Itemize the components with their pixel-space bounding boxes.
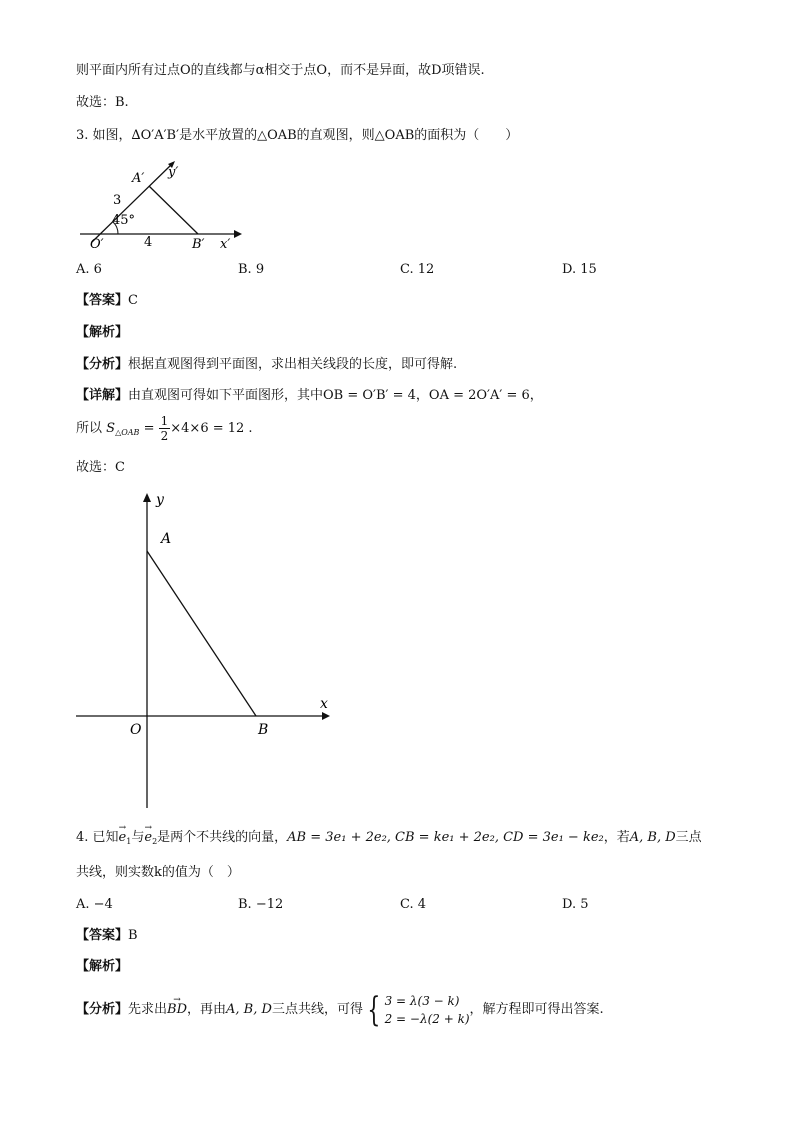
answer-tag: 【答案】 (76, 928, 129, 943)
text-line-2: 故选：B. (76, 95, 129, 110)
equation-2: 2 = −λ(2 + k) (384, 1011, 470, 1026)
analysis-tag: 【分析】 (76, 357, 129, 372)
label-y-prime: y′ (168, 165, 179, 180)
question-3-stem: 3. 如图，∆O′A′B′是水平放置的△OAB的直观图，则△OAB的面积为（ ） (76, 128, 519, 143)
system-brace: { (367, 989, 381, 1030)
question-4-stem-line-1 (76, 829, 702, 851)
analysis-text-2: ，再由 (187, 1002, 227, 1017)
question-4-stem-line-2: 共线，则实数k的值为（ ） (76, 865, 240, 880)
detail-text: 由直观图可得如下平面图形，其中OB = O′B′ = 4，OA = 2O′A′ = 6， (128, 388, 543, 403)
label-a-prime: A′ (132, 171, 145, 186)
vector-bd: → BD (167, 990, 187, 1030)
x-axis-arrow (322, 712, 330, 720)
analysis-tag: 【分析】 (76, 1002, 129, 1017)
answer-value: B (128, 928, 138, 943)
formula-rest: ×4×6 = 12 . (170, 421, 253, 436)
q4-three-points: 三点 (675, 830, 702, 845)
vector-e2-index: 2 (152, 837, 158, 846)
label-b-prime: B′ (192, 237, 205, 252)
figure-plane-triangle (70, 490, 340, 812)
fraction-numerator: 1 (160, 414, 169, 428)
q3-option-d: D. 15 (562, 262, 597, 277)
area-subscript: △OAB (115, 428, 140, 437)
vector-e1: → e (119, 829, 127, 847)
q4-noncollinear: 是两个不共线的向量， (157, 830, 288, 845)
q3-option-c: C. 12 (400, 262, 435, 277)
label-length-oa: 3 (113, 193, 122, 208)
q4-and: 与 (131, 830, 145, 845)
q3-area-formula (76, 414, 253, 448)
fraction-one-half (159, 414, 171, 443)
q3-analysis-heading: 【解析】 (76, 325, 129, 340)
q4-vector-equations: AB = 3e₁ + 2e₂, CB = ke₁ + 2e₂, CD = 3e₁ − ke₂ (287, 830, 604, 845)
fraction-denominator: 2 (160, 429, 169, 443)
segment-a-b (147, 551, 256, 716)
label-o: O (130, 722, 142, 738)
formula-prefix: 所以 (76, 421, 103, 436)
equation-system (385, 992, 470, 1028)
detail-tag: 【详解】 (76, 388, 129, 403)
q3-conclusion: 故选：C (76, 460, 125, 475)
label-length-ob: 4 (144, 235, 153, 250)
answer-value: C (128, 293, 138, 308)
label-y: y (156, 492, 164, 508)
q4-if: ，若 (603, 830, 630, 845)
equals-sign: = (143, 421, 155, 436)
segment-a-b (149, 186, 198, 234)
label-angle: 45° (112, 213, 136, 228)
q3-option-a: A. 6 (76, 262, 102, 277)
analysis-text: 根据直观图得到平面图，求出相关线段的长度，即可得解. (128, 357, 458, 372)
y-axis-arrow (143, 493, 151, 502)
area-symbol: S (106, 421, 116, 436)
analysis-points: A, B, D (226, 1002, 272, 1017)
label-a: A (161, 531, 172, 547)
q3-analysis (76, 356, 457, 374)
q4-option-d: D. 5 (562, 897, 589, 912)
label-x: x (320, 696, 328, 712)
vector-e1-index: 1 (126, 837, 132, 846)
label-b: B (258, 722, 269, 738)
label-o-prime: O′ (90, 237, 104, 252)
q4-points: A, B, D (629, 830, 676, 845)
q4-analysis (76, 990, 604, 1030)
q3-answer (76, 292, 138, 310)
answer-tag: 【答案】 (76, 293, 129, 308)
q4-option-c: C. 4 (400, 897, 427, 912)
q4-option-a: A. −4 (76, 897, 113, 912)
label-x-prime: x′ (220, 237, 231, 252)
analysis-text-3: 三点共线，可得 (271, 1002, 363, 1017)
equation-1: 3 = λ(3 − k) (384, 993, 460, 1008)
q4-option-b: B. −12 (238, 897, 284, 912)
q4-intro: 4. 已知 (76, 830, 119, 845)
q3-option-b: B. 9 (238, 262, 265, 277)
vector-e2: → e (144, 829, 152, 847)
x-prime-arrow (234, 230, 242, 238)
q4-analysis-heading: 【解析】 (76, 959, 129, 974)
q3-detail (76, 387, 543, 405)
figure-oblique-projection (76, 158, 246, 252)
text-line-1: 则平面内所有过点O的直线都与α相交于点O，而不是异面，故D项错误. (76, 63, 485, 78)
analysis-text-1: 先求出 (128, 1002, 168, 1017)
analysis-text-4: ，解方程即可得出答案. (469, 1002, 604, 1017)
q4-answer (76, 927, 138, 945)
